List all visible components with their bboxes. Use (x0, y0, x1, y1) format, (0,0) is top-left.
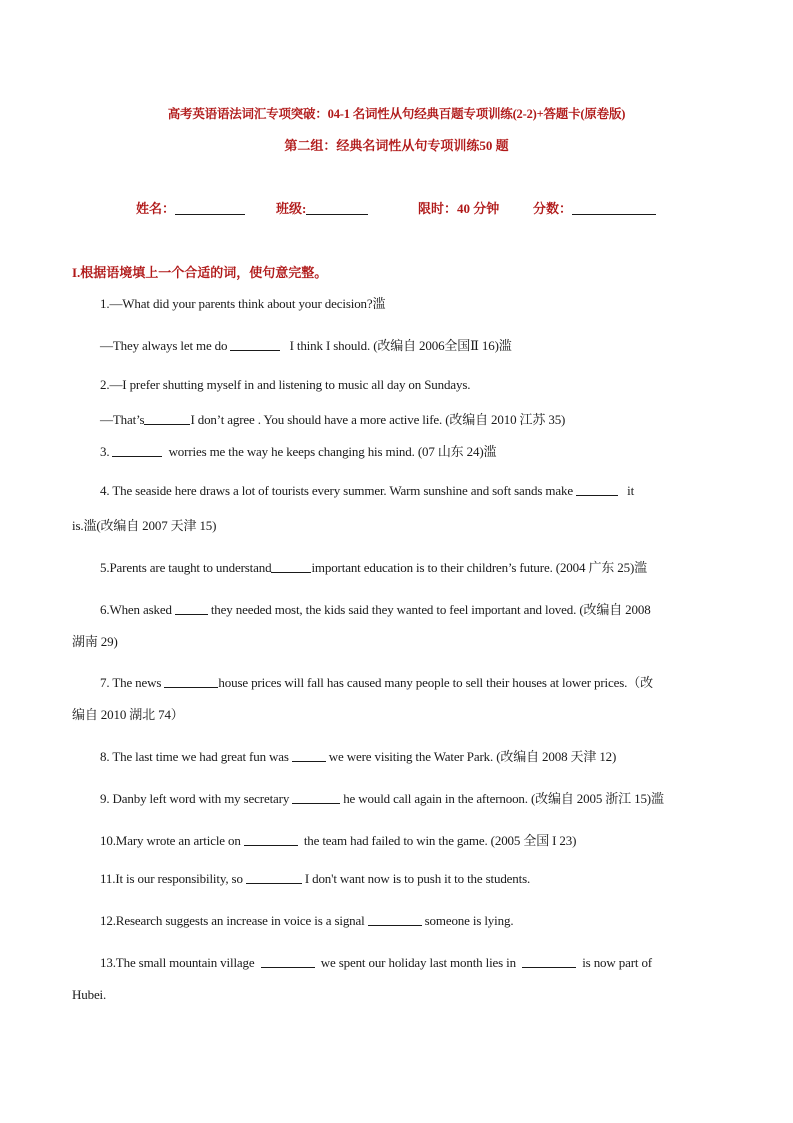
time-limit: 限时：40 分钟 (418, 201, 500, 216)
question-line: 3. worries me the way he keeps changing his mind. (07 山东 24)滥 (100, 444, 497, 459)
question-line: 11.It is our responsibility, so I don't want now is to push it to the students. (100, 871, 531, 886)
question-line: 4. The seaside here draws a lot of tourists every summer. Warm sunshine and soft sands make it (100, 483, 635, 498)
question-line: 12.Research suggests an increase in voice is a signal someone is lying. (100, 913, 514, 928)
class-blank[interactable] (306, 202, 368, 215)
answer-blank[interactable] (112, 445, 162, 457)
question-line: 6.When asked they needed most, the kids said they wanted to feel important and loved. (改编自 2008 (100, 602, 651, 617)
answer-blank[interactable] (244, 834, 298, 846)
answer-blank[interactable] (261, 956, 315, 968)
question-line: —They always let me do I think I should. (改编自 2006全国Ⅱ 16)滥 (100, 338, 512, 353)
question-line: 8. The last time we had great fun was we were visiting the Water Park. (改编自 2008 天津 12) (100, 749, 617, 764)
score-blank[interactable] (572, 202, 656, 215)
document-title: 高考英语语法词汇专项突破：04-1 名词性从句经典百题专项训练(2-2)+答题卡(原卷版) (167, 107, 626, 121)
answer-blank[interactable] (576, 484, 618, 496)
question-line: 2.—I prefer shutting myself in and listening to music all day on Sundays. (100, 377, 471, 392)
answer-blank[interactable] (144, 413, 190, 425)
question-line: Hubei. (72, 987, 107, 1002)
question-line: 13.The small mountain village we spent our holiday last month lies in is now part of (100, 955, 652, 970)
name-label: 姓名： (136, 201, 176, 216)
score-field[interactable] (533, 198, 656, 217)
answer-blank[interactable] (164, 676, 218, 688)
answer-blank[interactable] (230, 339, 280, 351)
question-line: 7. The news house prices will fall has caused many people to sell their houses at lower prices.（改 (100, 675, 653, 690)
question-line: 湖南 29) (72, 634, 118, 649)
document-subtitle: 第二组：经典名词性从句专项训练50 题 (284, 138, 509, 153)
class-field[interactable] (276, 198, 368, 217)
answer-blank[interactable] (271, 561, 311, 573)
name-blank[interactable] (175, 202, 245, 215)
answer-blank[interactable] (175, 603, 208, 615)
answer-blank[interactable] (246, 872, 302, 884)
answer-blank[interactable] (368, 914, 422, 926)
answer-blank[interactable] (292, 750, 326, 762)
question-line: 9. Danby left word with my secretary he would call again in the afternoon. (改编自 2005 浙江 15)滥 (100, 791, 664, 806)
question-line: —That’s I don’t agree . You should have a more active life. (改编自 2010 江苏 35) (100, 412, 566, 427)
answer-blank[interactable] (292, 792, 340, 804)
class-label: 班级: (276, 201, 307, 216)
score-label: 分数： (533, 201, 573, 216)
name-field[interactable] (136, 198, 245, 217)
question-line: is.滥(改编自 2007 天津 15) (72, 518, 217, 533)
section-heading: I.根据语境填上一个合适的词，使句意完整。 (72, 265, 328, 280)
answer-blank[interactable] (522, 956, 576, 968)
question-line: 1.—What did your parents think about your decision?滥 (100, 296, 386, 311)
question-line: 编自 2010 湖北 74） (72, 707, 184, 722)
question-line: 10.Mary wrote an article on the team had failed to win the game. (2005 全国 I 23) (100, 833, 577, 848)
question-line: 5.Parents are taught to understand important education is to their children’s future. (2004 广东 25)滥 (100, 560, 647, 575)
